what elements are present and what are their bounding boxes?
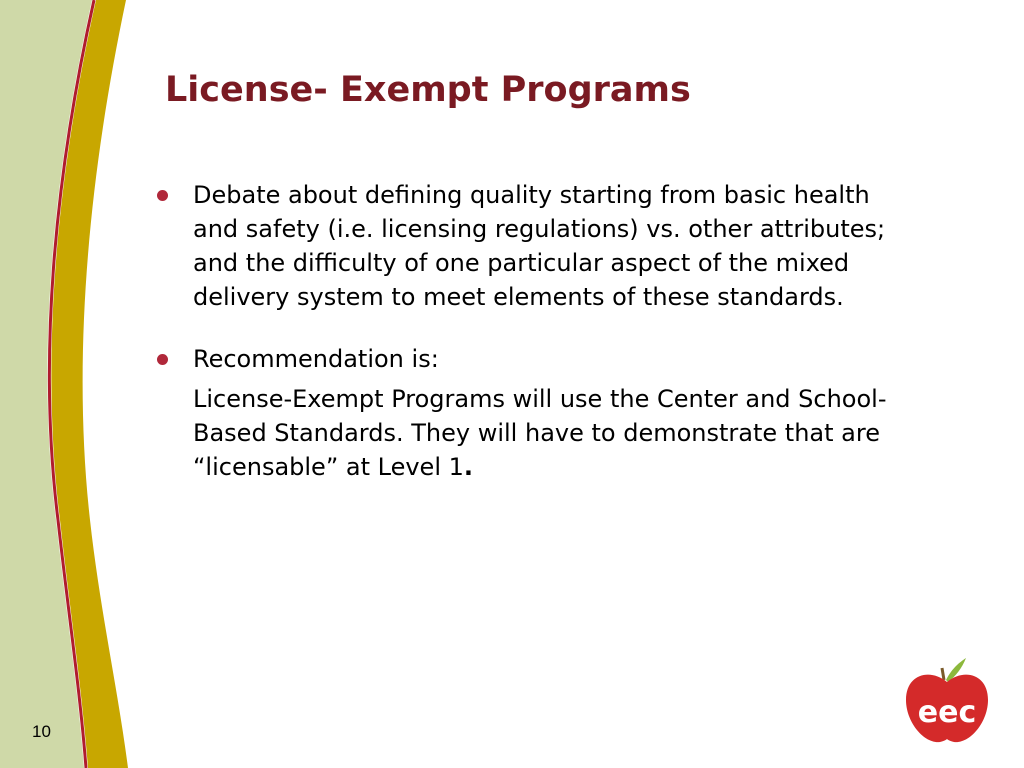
eec-logo bbox=[902, 656, 992, 748]
bullet-body bbox=[193, 342, 915, 484]
logo-text: eec bbox=[917, 695, 977, 730]
bullet-text: Recommendation is: bbox=[193, 345, 439, 373]
bullet-text: Debate about defining quality starting from basic health and safety (i.e. licensing regulations) vs. other attributes; and the difficulty of one particular aspect of the mixed delivery system to meet elements of these standards. bbox=[193, 181, 886, 311]
left-decorative-band bbox=[0, 0, 140, 768]
bullet-list bbox=[155, 178, 915, 512]
slide-title: License- Exempt Programs bbox=[165, 70, 691, 110]
bullet-subtext bbox=[193, 382, 915, 484]
bullet-marker bbox=[155, 342, 193, 365]
subtext-end: . bbox=[463, 453, 474, 481]
bullet-marker bbox=[155, 178, 193, 201]
bullet-item bbox=[155, 178, 915, 314]
page-number: 10 bbox=[32, 722, 51, 741]
subtext-main: License-Exempt Programs will use the Center and School-Based Standards. They will have to demonstrate that are “licensable” at Level 1 bbox=[193, 385, 887, 481]
bullet-item bbox=[155, 342, 915, 484]
